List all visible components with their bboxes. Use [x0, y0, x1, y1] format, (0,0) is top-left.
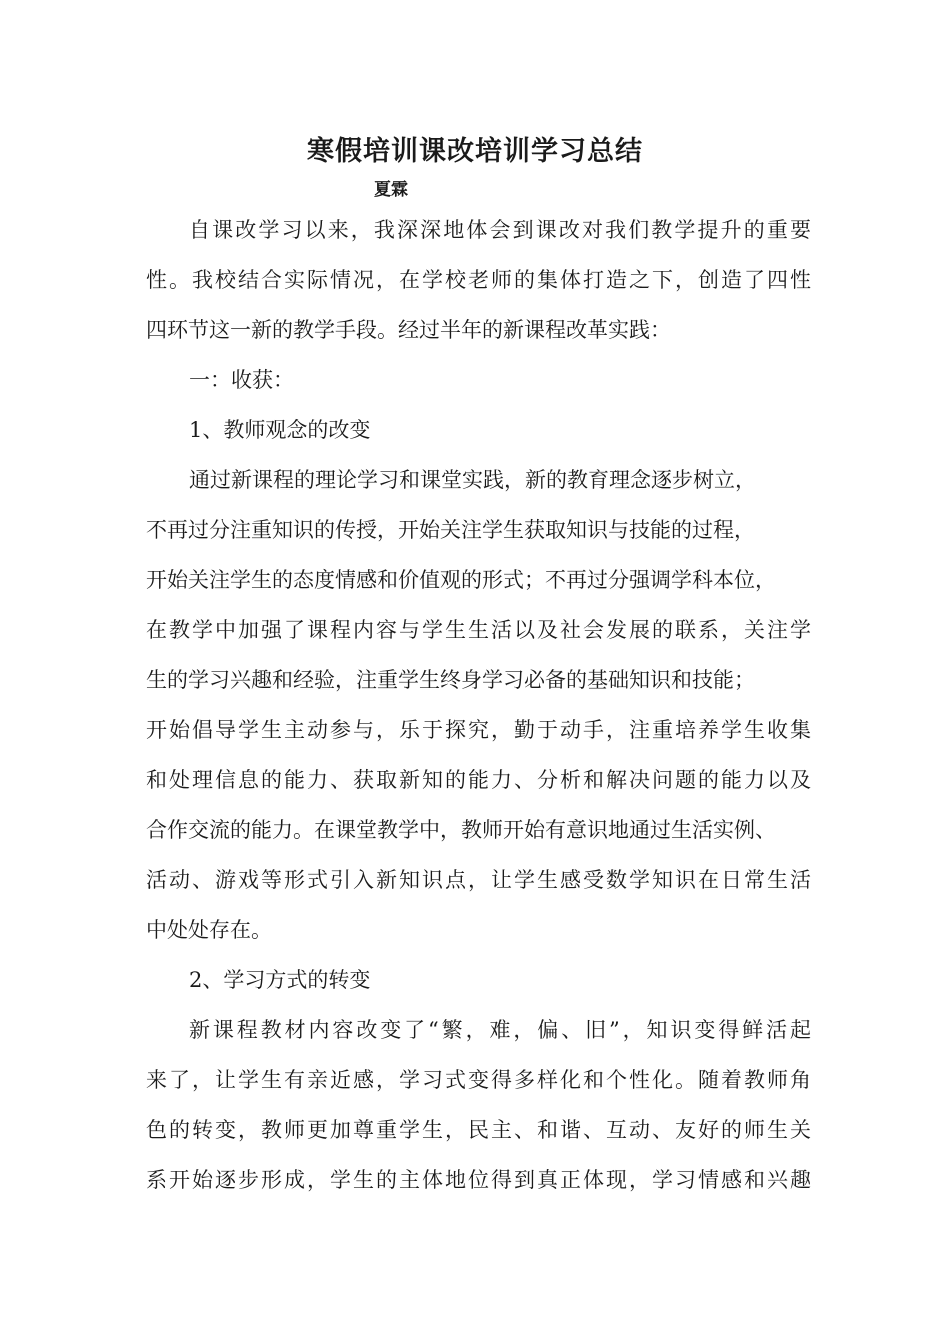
paragraph-line: 来了，让学生有亲近感，学习式变得多样化和个性化。随着教师角 — [146, 1068, 811, 1092]
subsection-heading: 2、学习方式的转变 — [189, 968, 371, 992]
subsection-heading: 1、教师观念的改变 — [189, 418, 371, 442]
paragraph-line: 合作交流的能力。在课堂教学中，教师开始有意识地通过生活实例、 — [146, 818, 776, 842]
paragraph-line: 不再过分注重知识的传授，开始关注学生获取知识与技能的过程， — [146, 518, 755, 542]
paragraph-line: 中处处存在。 — [146, 918, 272, 942]
paragraph-line: 和处理信息的能力、获取新知的能力、分析和解决问题的能力以及 — [146, 768, 811, 792]
paragraph-line: 系开始逐步形成，学生的主体地位得到真正体现，学习情感和兴趣 — [146, 1168, 811, 1192]
paragraph-line: 开始关注学生的态度情感和价值观的形式；不再过分强调学科本位， — [146, 568, 776, 592]
paragraph-line: 通过新课程的理论学习和课堂实践，新的教育理念逐步树立， — [189, 468, 756, 492]
document-body — [146, 205, 811, 1205]
paragraph-line: 新课程教材内容改变了“繁，难，偏、旧”，知识变得鲜活起 — [189, 1018, 811, 1042]
author-name: 夏霖 — [374, 180, 408, 200]
paragraph-line: 开始倡导学生主动参与，乐于探究，勤于动手，注重培养学生收集 — [146, 718, 811, 742]
paragraph-line: 活动、游戏等形式引入新知识点，让学生感受数学知识在日常生活 — [146, 868, 811, 892]
paragraph-line: 自课改学习以来，我深深地体会到课改对我们教学提升的重要 — [189, 218, 811, 242]
paragraph-line: 四环节这一新的教学手段。经过半年的新课程改革实践： — [146, 318, 671, 342]
paragraph-line: 性。我校结合实际情况，在学校老师的集体打造之下，创造了四性 — [146, 268, 811, 292]
paragraph-line: 色的转变，教师更加尊重学生，民主、和谐、互动、友好的师生关 — [146, 1118, 811, 1142]
paragraph-line: 生的学习兴趣和经验，注重学生终身学习必备的基础知识和技能； — [146, 668, 755, 692]
section-heading: 一：收获： — [189, 368, 294, 392]
document-title: 寒假培训课改培训学习总结 — [307, 136, 643, 167]
paragraph-line: 在教学中加强了课程内容与学生生活以及社会发展的联系，关注学 — [146, 618, 811, 642]
